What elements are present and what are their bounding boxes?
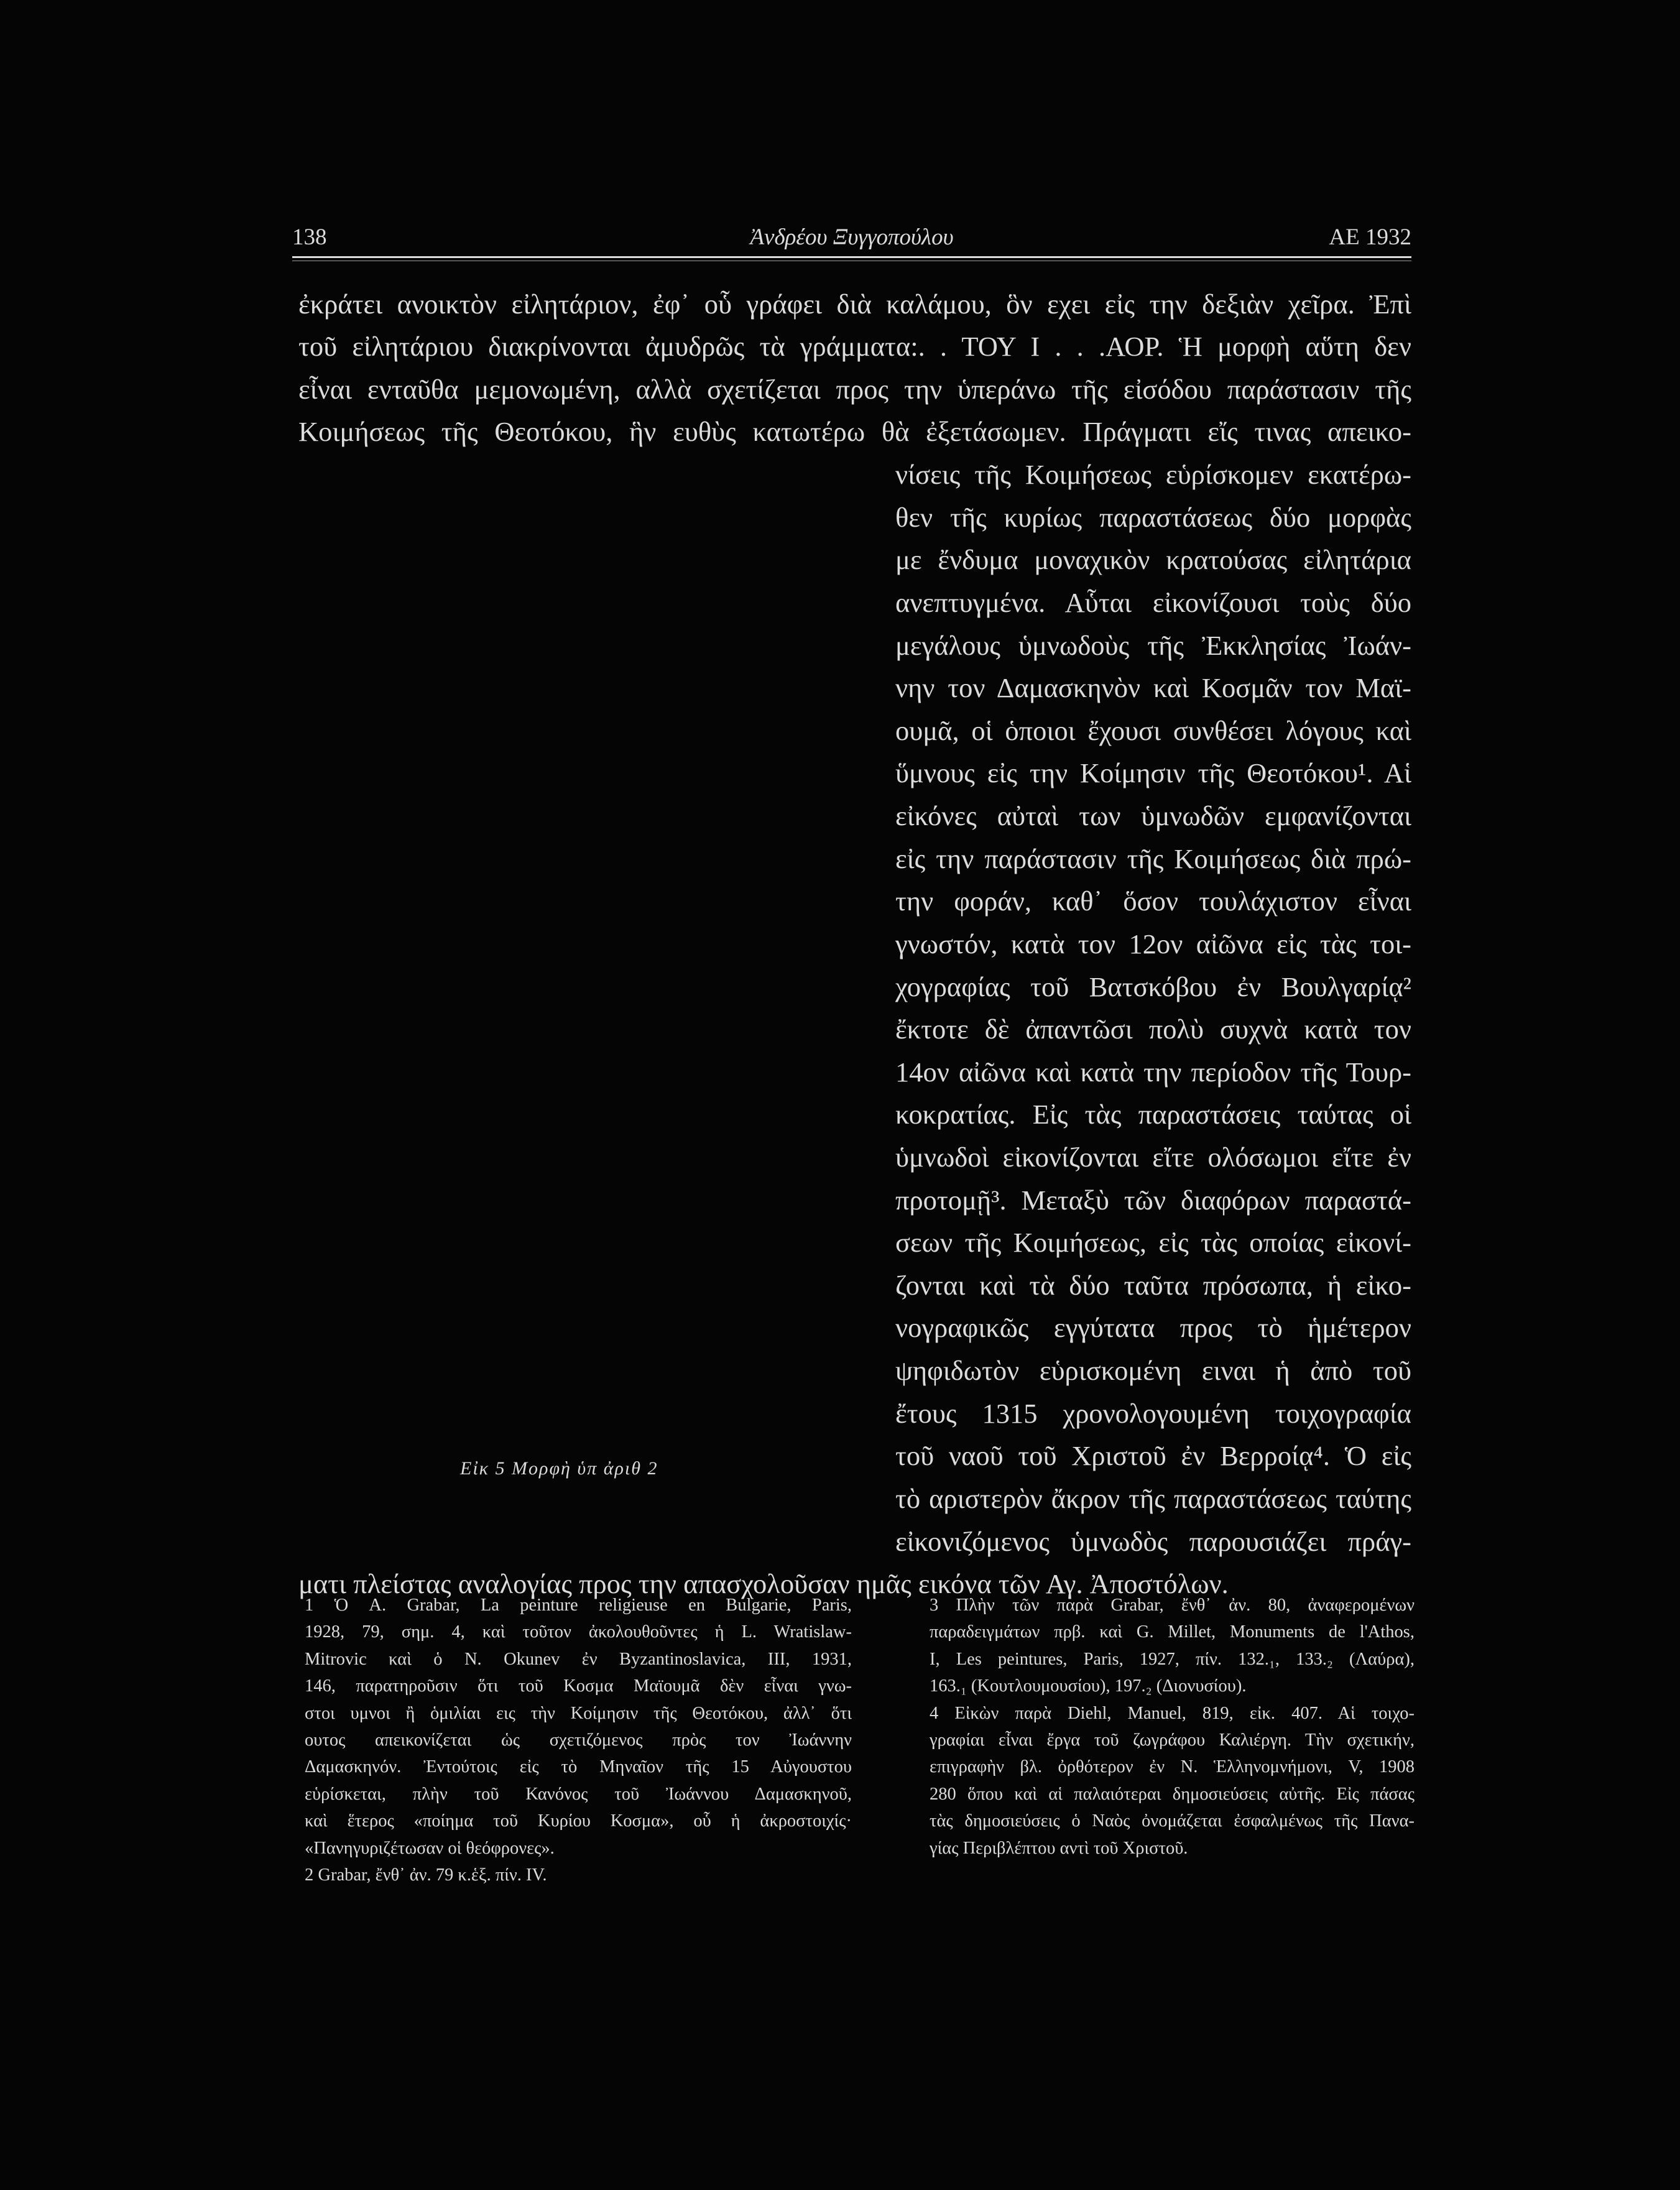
text-line: τὸ αριστερὸν ἄκρον τῆς παραστάσεως ταύτης [895, 1483, 1411, 1514]
footnote-line: στοι υμνοι ἢ ὁμιλίαι εις τὴν Κοίμησιν τῆς Θεοτόκου, ἀλλ᾽ ὅτι [305, 1703, 852, 1723]
footnote-line: 1 Ὁ A. Grabar, La peinture religieuse en Bulgarie, Paris, [305, 1596, 852, 1615]
figure-caption: Εἰκ 5 Μορφὴ ὑπ ἀριθ 2 [460, 1458, 658, 1479]
footnote-line: εὑρίσκεται, πλὴν τοῦ Κανόνος τοῦ Ἰωάννου Δαμασκηνοῦ, [305, 1784, 852, 1804]
figure-area [298, 466, 858, 1486]
text-line: ὑμνωδοὶ εἰκονίζονται εἴτε ολόσωμοι εἴτε ἐν [895, 1142, 1411, 1173]
text-line: μεγάλους ὑμνωδοὺς τῆς Ἐκκλησίας Ἰωάν- [895, 630, 1411, 661]
text-line: εἰς την παράστασιν τῆς Κοιμήσεως διὰ πρώ- [895, 843, 1411, 874]
text-line: τοῦ ναοῦ τοῦ Χριστοῦ ἐν Βερροίᾳ⁴. Ὁ εἰς [895, 1440, 1411, 1471]
text-line: προτομῇ³. Μεταξὺ τῶν διαφόρων παραστά- [895, 1185, 1411, 1216]
text-line: ζονται καὶ τὰ δύο ταῦτα πρόσωπα, ἡ εἰκο- [895, 1270, 1411, 1301]
text-line: την φοράν, καθ᾽ ὅσον τουλάχιστον εἶναι [895, 885, 1411, 917]
footnotes-right [930, 1592, 1415, 1862]
text-line: 14ον αἰῶνα καὶ κατὰ την περίοδον τῆς Τουρ- [895, 1056, 1411, 1088]
text-line: ανεπτυγμένα. Αὗται εἰκονίζουσι τοὺς δύο [895, 587, 1411, 618]
journal-tag: ΑΕ 1932 [1329, 224, 1411, 250]
footnote-line: 163.₁ (Κουτλουμουσίου), 197.₂ (Διονυσίου). [930, 1676, 1247, 1696]
footnote-line: 146, παρατηροῦσιν ὅτι τοῦ Κοσμα Μαϊουμᾶ δὲν εἶναι γνω- [305, 1676, 852, 1696]
footnote-line: «Πανηγυριζέτωσαν οἱ θεόφρονες». [305, 1838, 555, 1858]
text-line: σεων τῆς Κοιμήσεως, εἰς τὰς οποίας εἰκονί- [895, 1227, 1411, 1258]
footnote-line: καὶ ἕτερος «ποίημα τοῦ Κυρίου Κοσμα», οὗ ἡ ἀκροστοιχίς· [305, 1811, 852, 1831]
text-line: ψηφιδωτὸν εὑρισκομένη ειναι ἡ ἀπὸ τοῦ [895, 1355, 1411, 1386]
text-line: ἔκτοτε δὲ ἀπαντῶσι πολὺ συχνὰ κατὰ τον [895, 1014, 1411, 1045]
footnote-line: 280 ὅπου καὶ αἱ παλαιότεραι δημοσιεύσεις αὐτῆς. Εἰς πάσας [930, 1784, 1415, 1804]
footnote-line: επιγραφὴν βλ. ὀρθότερον ἐν Ν. Ἑλληνομνήμονι, V, 1908 [930, 1757, 1415, 1777]
text-line: ὕμνους εἰς την Κοίμησιν τῆς Θεοτόκου¹. Αἱ [895, 757, 1411, 788]
text-line: κοκρατίας. Εἰς τὰς παραστάσεις ταύτας οἱ [895, 1099, 1411, 1130]
footnote-line: 1928, 79, σημ. 4, καὶ τοῦτον ἀκολουθοῦντες ἡ L. Wratislaw- [305, 1622, 852, 1642]
text-line: εἰκονιζόμενος ὑμνωδὸς παρουσιάζει πράγ- [895, 1526, 1411, 1557]
page-number: 138 [292, 224, 327, 250]
text-line: γνωστόν, κατὰ τον 12ον αἰῶνα εἰς τὰς τοι- [895, 928, 1411, 959]
text-line: με ἔνδυμα μοναχικὸν κρατούσας εἰλητάρια [895, 544, 1411, 575]
text-line: ματι πλείστας αναλογίας προς την απασχολοῦσαν ημᾶς εικόνα τῶν Αγ. Ἀποστόλων. [298, 1568, 1229, 1599]
footnotes-left [305, 1592, 852, 1888]
footnote-line: Mitrovic καὶ ὁ N. Okunev ἐν Byzantinoslavica, III, 1931, [305, 1649, 852, 1669]
footnote-line: γραφίαι εἶναι ἔργα τοῦ ζωγράφου Καλιέργη. Τὴν σχετικήν, [930, 1730, 1415, 1750]
footnote-line: ουτος απεικονίζεται ὡς σχετιζόμενος πρὸς τον Ἰωάννην [305, 1730, 852, 1750]
text-line: εἰκόνες αὐταὶ των ὑμνωδῶν εμφανίζονται [895, 800, 1411, 831]
footnote-line: 4 Εἰκὼν παρὰ Diehl, Manuel, 819, εἰκ. 407. Αἱ τοιχο- [930, 1703, 1415, 1723]
header-rule [292, 256, 1411, 258]
footnote-line: 3 Πλὴν τῶν παρὰ Grabar, ἔνθ᾽ ἀν. 80, ἀναφερομένων [930, 1596, 1415, 1615]
footnote-line: I, Les peintures, Paris, 1927, πίν. 132.₁, 133.₂ (Λαύρα), [930, 1649, 1415, 1669]
text-line: τοῦ εἰλητάριου διακρίνονται ἀμυδρῶς τὰ γράμματα:. . ΤΟΥ Ι . . .ΑΟΡ. Ἡ μορφὴ αὕτη δεν [298, 331, 1411, 362]
footnote-line: γίας Περιβλέπτου αντὶ τοῦ Χριστοῦ. [930, 1838, 1188, 1858]
text-line: νην τον Δαμασκηνὸν καὶ Κοσμᾶν τον Μαϊ- [895, 672, 1411, 703]
text-line: νίσεις τῆς Κοιμήσεως εὑρίσκομεν εκατέρω- [895, 459, 1411, 490]
footnote-line: 2 Grabar, ἔνθ᾽ ἀν. 79 κ.ἑξ. πίν. IV. [305, 1865, 547, 1885]
author-name: Ἀνδρέου Ξυγγοπούλου [750, 224, 954, 250]
text-line: θεν τῆς κυρίως παραστάσεως δύο μορφὰς [895, 502, 1411, 533]
text-line: νογραφικῶς εγγύτατα προς τὸ ἡμέτερον [895, 1312, 1411, 1343]
text-line: Κοιμήσεως τῆς Θεοτόκου, ἣν ευθὺς κατωτέρω θὰ ἐξετάσωμεν. Πράγματι εἴς τινας απεικο- [298, 416, 1411, 447]
text-line: εἶναι ενταῦθα μεμονωμένη, αλλὰ σχετίζεται προς την ὑπεράνω τῆς εἰσόδου παράστασιν τῆς [298, 374, 1411, 405]
text-line: ἔτους 1315 χρονολογουμένη τοιχογραφία [895, 1398, 1411, 1429]
footnote-line: τὰς δημοσιεύσεις ὁ Ναὸς ὀνομάζεται ἐσφαλμένως τῆς Πανα- [930, 1811, 1415, 1831]
running-header [292, 224, 1411, 255]
footnote-line: Δαμασκηνόν. Ἐντούτοις εἰς τὸ Μηναῖον τῆς 15 Αὐγουστου [305, 1757, 852, 1777]
text-line: χογραφίας τοῦ Βατσκόβου ἐν Βουλγαρίᾳ² [895, 971, 1411, 1002]
footnote-line: παραδειγμάτων πρβ. καὶ G. Millet, Monuments de l'Athos, [930, 1622, 1415, 1642]
text-line: ἐκράτει ανοικτὸν εἰλητάριον, ἐφ᾽ οὗ γράφει διὰ καλάμου, ὃν εχει εἰς την δεξιὰν χεῖρα. Ἐπὶ [298, 289, 1411, 320]
text-line: ουμᾶ, οἱ ὁποιοι ἔχουσι συνθέσει λόγους καὶ [895, 715, 1411, 746]
